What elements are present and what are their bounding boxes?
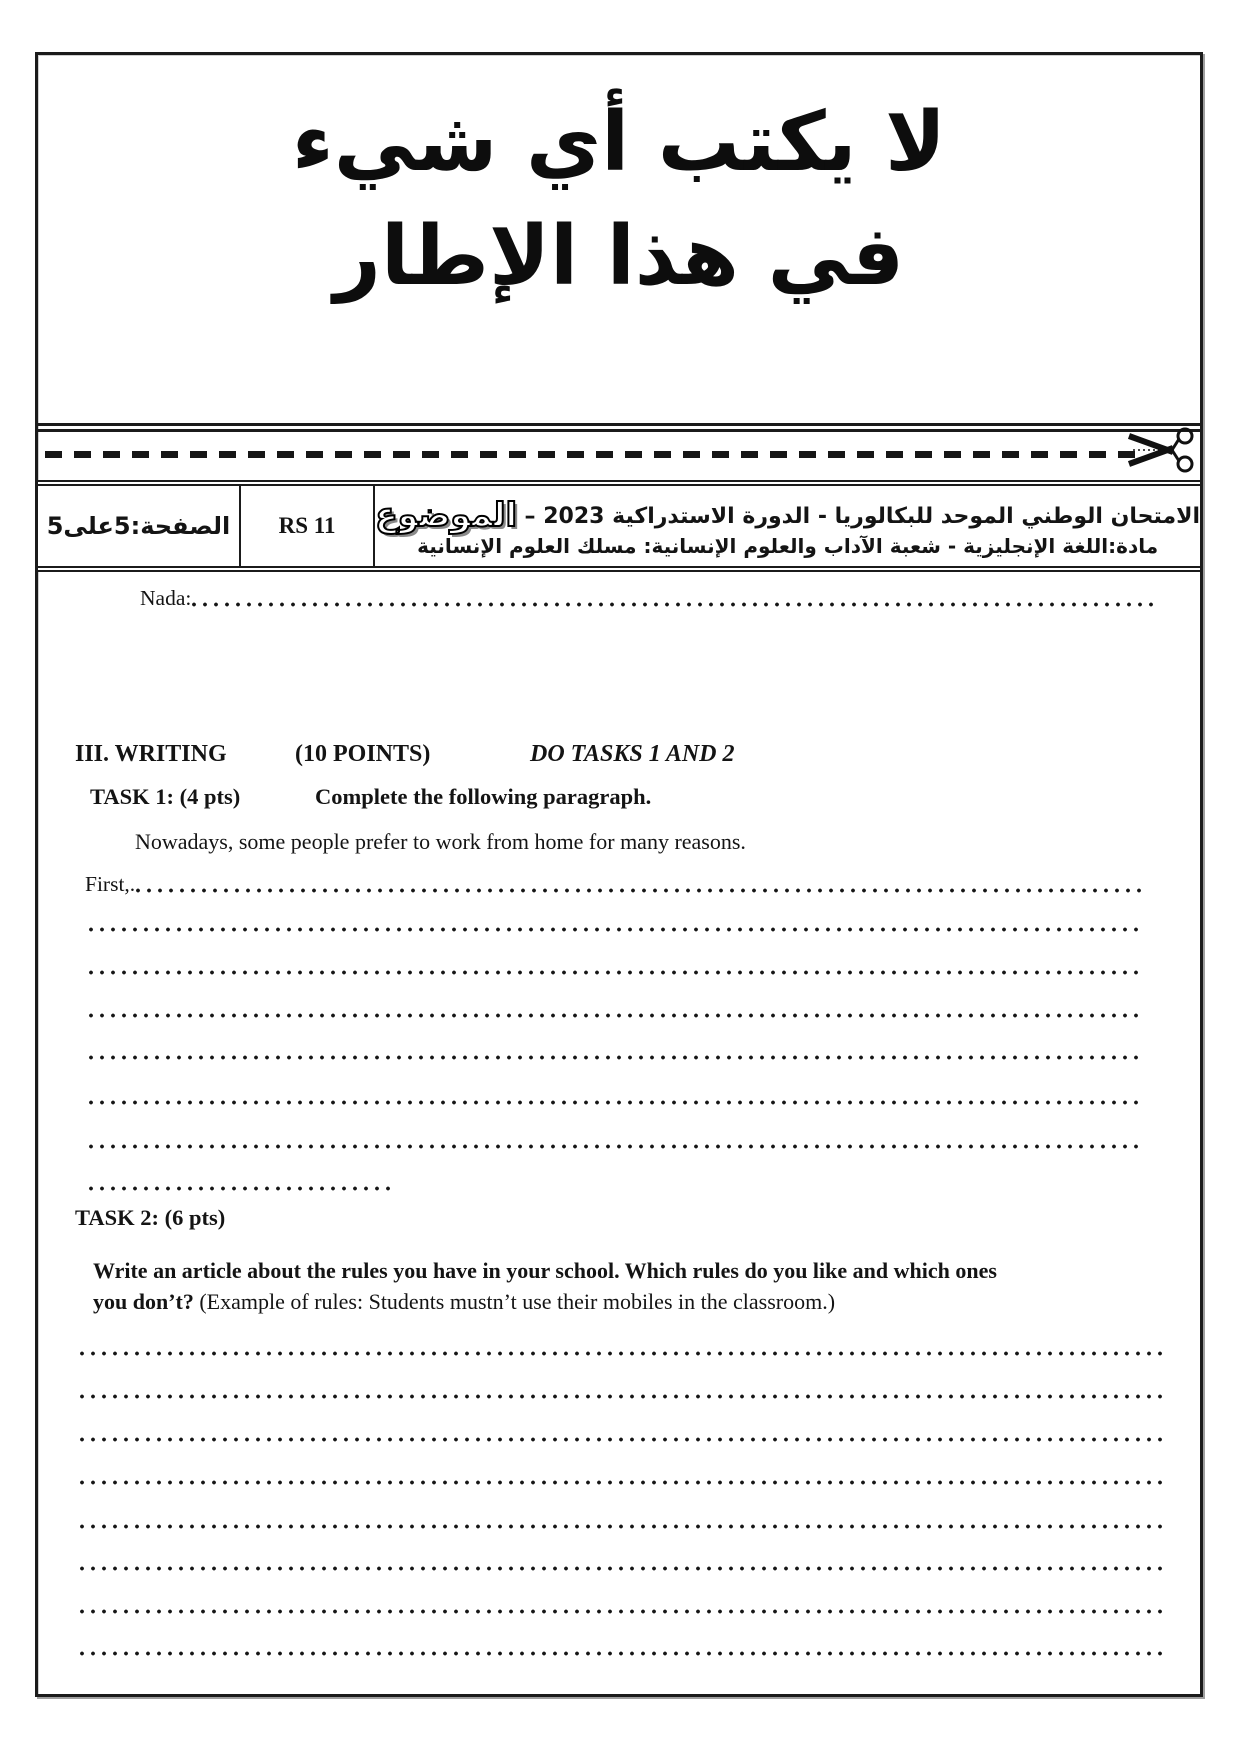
writing-points-label: (10 POINTS) (295, 741, 431, 767)
name-line (140, 585, 1153, 611)
task2-prompt-line2-rest: (Example of rules: Students mustn’t use their mobiles in the classroom.) (193, 1289, 836, 1314)
reference-code-cell: RS 11 (239, 486, 373, 566)
no-write-line2: في هذا الإطار (333, 209, 905, 304)
no-write-line1: لا يكتب أي شيء (291, 95, 947, 190)
exam-subject-word: الموضوع (375, 494, 517, 534)
task2-answer-line (79, 1479, 1167, 1486)
task2-answer-line (79, 1350, 1167, 1357)
task2-answer-line (79, 1565, 1167, 1572)
task1-answer-line (88, 1054, 1143, 1061)
cut-dashed-line (45, 451, 1135, 458)
dotted-leader (135, 887, 1143, 894)
task2-title: TASK 2: (6 pts) (75, 1205, 226, 1230)
task2-prompt-line2 (93, 1286, 1163, 1317)
task1-title: TASK 1: (4 pts) (90, 784, 241, 809)
task1-answer-line-first (85, 871, 1143, 897)
task2-answer-line (79, 1436, 1167, 1443)
task1-answer-line (88, 1143, 1143, 1150)
task2-prompt-line1: Write an article about the rules you have in your school. Which rules do you like and which ones (93, 1258, 997, 1283)
task1-instruction: Complete the following paragraph. (315, 784, 652, 809)
exam-title-cell (373, 486, 1200, 566)
task2-answer-line (79, 1393, 1167, 1400)
task1-answer-line (88, 1012, 1143, 1019)
exam-subtitle: مادة:اللغة الإنجليزية - شعبة الآداب والعلوم الإنسانية: مسلك العلوم الإنسانية (417, 533, 1159, 558)
writing-section-title: III. WRITING (75, 741, 227, 767)
no-write-frame (35, 86, 1203, 314)
task1-answer-line-short (88, 1185, 395, 1192)
task1-answer-line (88, 1099, 1143, 1106)
frame-bottom-divider (38, 423, 1200, 432)
page-number-cell: الصفحة:5على5 (46, 512, 231, 540)
task1-opening-word: First,. (85, 872, 136, 896)
task2-answer-line (79, 1608, 1167, 1615)
task1-answer-line (88, 926, 1143, 933)
task1-answer-line (88, 969, 1143, 976)
exam-title-line (375, 495, 1200, 534)
exam-header-table (38, 480, 1200, 572)
task2-prompt (93, 1255, 1163, 1317)
writing-directive: DO TASKS 1 AND 2 (530, 741, 735, 767)
task2-answer-line (79, 1650, 1167, 1657)
scissors-icon (1125, 426, 1203, 474)
exam-title-text: الامتحان الوطني الموحد للبكالوريا - الدورة الاستدراكية 2023 – (516, 503, 1200, 529)
name-label: Nada: (140, 586, 192, 610)
task2-prompt-line2-bold: you don’t? (93, 1289, 194, 1314)
name-dotted-leader (191, 601, 1153, 608)
task1-lead-sentence: Nowadays, some people prefer to work from home for many reasons. (135, 829, 746, 854)
task2-answer-line (79, 1523, 1167, 1530)
